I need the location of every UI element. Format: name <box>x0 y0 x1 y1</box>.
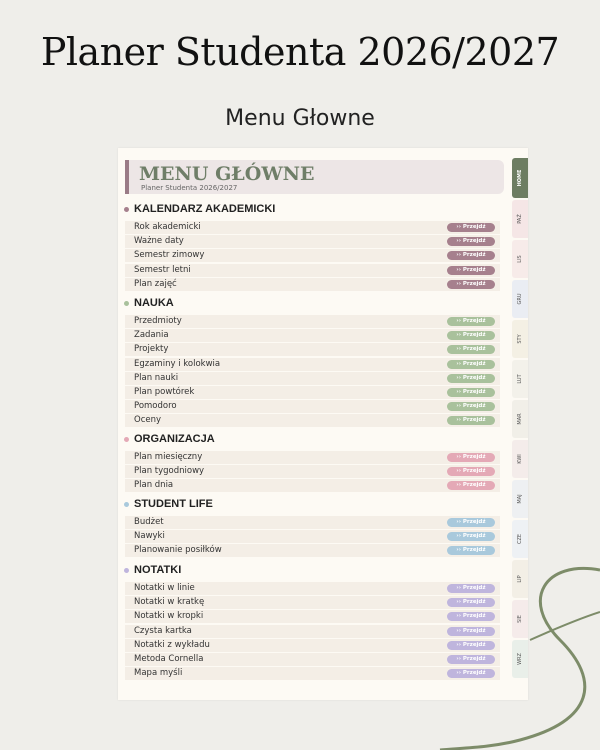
go-button[interactable]: ›› Przejdź <box>447 331 495 340</box>
go-button[interactable]: ›› Przejdź <box>447 518 495 527</box>
menu-row[interactable] <box>125 414 500 427</box>
menu-row-label: Notatki w kropki <box>134 611 204 622</box>
menu-row[interactable] <box>125 596 500 609</box>
planner-page <box>118 148 528 700</box>
menu-row-label: Projekty <box>134 344 169 355</box>
go-button[interactable]: ›› Przejdź <box>447 345 495 354</box>
menu-title: MENU GŁÓWNE <box>139 163 315 185</box>
menu-row-label: Budżet <box>134 517 164 527</box>
menu-row-label: Plan nauki <box>134 372 179 383</box>
menu-row-label: Pomodoro <box>134 401 177 412</box>
menu-row[interactable] <box>125 343 500 356</box>
side-tab-sty[interactable] <box>512 320 528 358</box>
section-title: NOTATKI <box>134 564 182 576</box>
menu-row-label: Rok akademicki <box>134 222 201 232</box>
menu-row-label: Notatki w kratkę <box>134 597 205 608</box>
menu-row-label: Metoda Cornella <box>134 654 204 664</box>
side-tab-label: LUT <box>517 374 523 384</box>
section-dot-icon <box>124 502 129 507</box>
page-subtitle: Menu Głowne <box>225 106 375 131</box>
side-tab-label: KWI <box>517 454 523 464</box>
side-tab-maj[interactable] <box>512 480 528 518</box>
menu-row[interactable] <box>125 235 500 248</box>
menu-row-label: Przedmioty <box>134 316 182 326</box>
side-tab-wrz[interactable] <box>512 640 528 678</box>
go-button[interactable]: ›› Przejdź <box>447 598 495 607</box>
side-tab-label: WRZ <box>517 653 523 665</box>
menu-row-label: Czysta kartka <box>134 625 192 636</box>
page-title: Planer Studenta 2026/2027 <box>40 30 560 74</box>
section-dot-icon <box>124 301 129 306</box>
side-tab-label: PAŹ <box>517 214 523 224</box>
menu-row-label: Notatki z wykładu <box>134 639 210 650</box>
menu-row[interactable] <box>125 451 500 464</box>
section-title: ORGANIZACJA <box>134 433 215 445</box>
go-button[interactable]: ›› Przejdź <box>447 453 495 462</box>
menu-row[interactable] <box>125 329 500 342</box>
go-button[interactable]: ›› Przejdź <box>447 317 495 326</box>
side-tab-kwi[interactable] <box>512 440 528 478</box>
menu-row[interactable] <box>125 264 500 277</box>
menu-row[interactable] <box>125 278 500 291</box>
section-header <box>124 296 174 310</box>
side-tab-lut[interactable] <box>512 360 528 398</box>
section-header <box>124 563 181 577</box>
side-tab-label: HOME <box>517 169 523 187</box>
go-button[interactable]: ›› Przejdź <box>447 627 495 636</box>
go-button[interactable]: ›› Przejdź <box>447 669 495 678</box>
menu-row[interactable] <box>125 544 500 557</box>
menu-row[interactable] <box>125 610 500 623</box>
side-tab-mar[interactable] <box>512 400 528 438</box>
go-button[interactable]: ›› Przejdź <box>447 251 495 260</box>
section-title: NAUKA <box>134 297 174 309</box>
go-button[interactable]: ›› Przejdź <box>447 612 495 621</box>
section-title: STUDENT LIFE <box>134 498 213 510</box>
menu-row-label: Nawyki <box>134 531 165 542</box>
menu-row-label: Plan miesięczny <box>134 452 203 462</box>
side-tab-paź[interactable] <box>512 200 528 238</box>
menu-row-label: Plan zajęć <box>134 278 177 289</box>
menu-row-label: Semestr letni <box>134 264 191 275</box>
menu-subtitle: Planer Studenta 2026/2027 <box>141 184 238 192</box>
go-button[interactable]: ›› Przejdź <box>447 655 495 664</box>
menu-row-label: Mapa myśli <box>134 668 183 679</box>
side-tab-label: GRU <box>517 293 523 305</box>
menu-row-label: Semestr zimowy <box>134 250 205 261</box>
side-tab-label: LIS <box>517 255 523 263</box>
menu-row-label: Egzaminy i kolokwia <box>134 358 221 369</box>
go-button[interactable]: ›› Przejdź <box>447 223 495 232</box>
menu-row[interactable] <box>125 315 500 328</box>
section-dot-icon <box>124 437 129 442</box>
go-button[interactable]: ›› Przejdź <box>447 280 495 289</box>
menu-row-label: Plan dnia <box>134 480 174 491</box>
go-button[interactable]: ›› Przejdź <box>447 416 495 425</box>
side-tab-gru[interactable] <box>512 280 528 318</box>
menu-row[interactable] <box>125 516 500 529</box>
go-button[interactable]: ›› Przejdź <box>447 374 495 383</box>
section-header <box>124 202 275 216</box>
go-button[interactable]: ›› Przejdź <box>447 237 495 246</box>
side-tab-home[interactable] <box>512 158 528 198</box>
go-button[interactable]: ›› Przejdź <box>447 467 495 476</box>
menu-row[interactable] <box>125 479 500 492</box>
side-tab-sie[interactable] <box>512 600 528 638</box>
menu-row[interactable] <box>125 530 500 543</box>
side-tab-lip[interactable] <box>512 560 528 598</box>
menu-row-label: Plan powtórek <box>134 387 195 397</box>
menu-row[interactable] <box>125 625 500 638</box>
go-button[interactable]: ›› Przejdź <box>447 388 495 397</box>
go-button[interactable]: ›› Przejdź <box>447 402 495 411</box>
go-button[interactable]: ›› Przejdź <box>447 546 495 555</box>
go-button[interactable]: ›› Przejdź <box>447 266 495 275</box>
side-tab-lis[interactable] <box>512 240 528 278</box>
side-tab-label: CZE <box>517 533 523 545</box>
menu-row-label: Planowanie posiłków <box>134 545 222 556</box>
section-dot-icon <box>124 207 129 212</box>
menu-row-label: Notatki w linie <box>134 583 195 593</box>
menu-row[interactable] <box>125 386 500 399</box>
menu-header <box>125 160 504 194</box>
menu-row-label: Plan tygodniowy <box>134 466 205 477</box>
menu-row-label: Ważne daty <box>134 236 184 247</box>
section-header <box>124 432 215 446</box>
go-button[interactable]: ›› Przejdź <box>447 360 495 369</box>
menu-row[interactable] <box>125 400 500 413</box>
side-tab-label: LIP <box>517 575 523 583</box>
menu-row[interactable] <box>125 582 500 595</box>
go-button[interactable]: ›› Przejdź <box>447 481 495 490</box>
menu-row-label: Zadania <box>134 330 169 341</box>
menu-row[interactable] <box>125 358 500 371</box>
side-tab-label: MAR <box>517 413 523 425</box>
side-tab-label: SIE <box>517 615 523 623</box>
menu-row[interactable] <box>125 221 500 234</box>
section-header <box>124 497 213 511</box>
menu-row[interactable] <box>125 465 500 478</box>
side-tab-label: STY <box>517 334 523 344</box>
menu-row[interactable] <box>125 667 500 680</box>
side-tab-cze[interactable] <box>512 520 528 558</box>
menu-row[interactable] <box>125 653 500 666</box>
go-button[interactable]: ›› Przejdź <box>447 584 495 593</box>
side-tab-label: MAJ <box>517 494 523 504</box>
menu-row-label: Oceny <box>134 415 162 426</box>
section-dot-icon <box>124 568 129 573</box>
menu-row[interactable] <box>125 372 500 385</box>
go-button[interactable]: ›› Przejdź <box>447 641 495 650</box>
go-button[interactable]: ›› Przejdź <box>447 532 495 541</box>
menu-row[interactable] <box>125 249 500 262</box>
section-title: KALENDARZ AKADEMICKI <box>134 203 276 215</box>
menu-row[interactable] <box>125 639 500 652</box>
